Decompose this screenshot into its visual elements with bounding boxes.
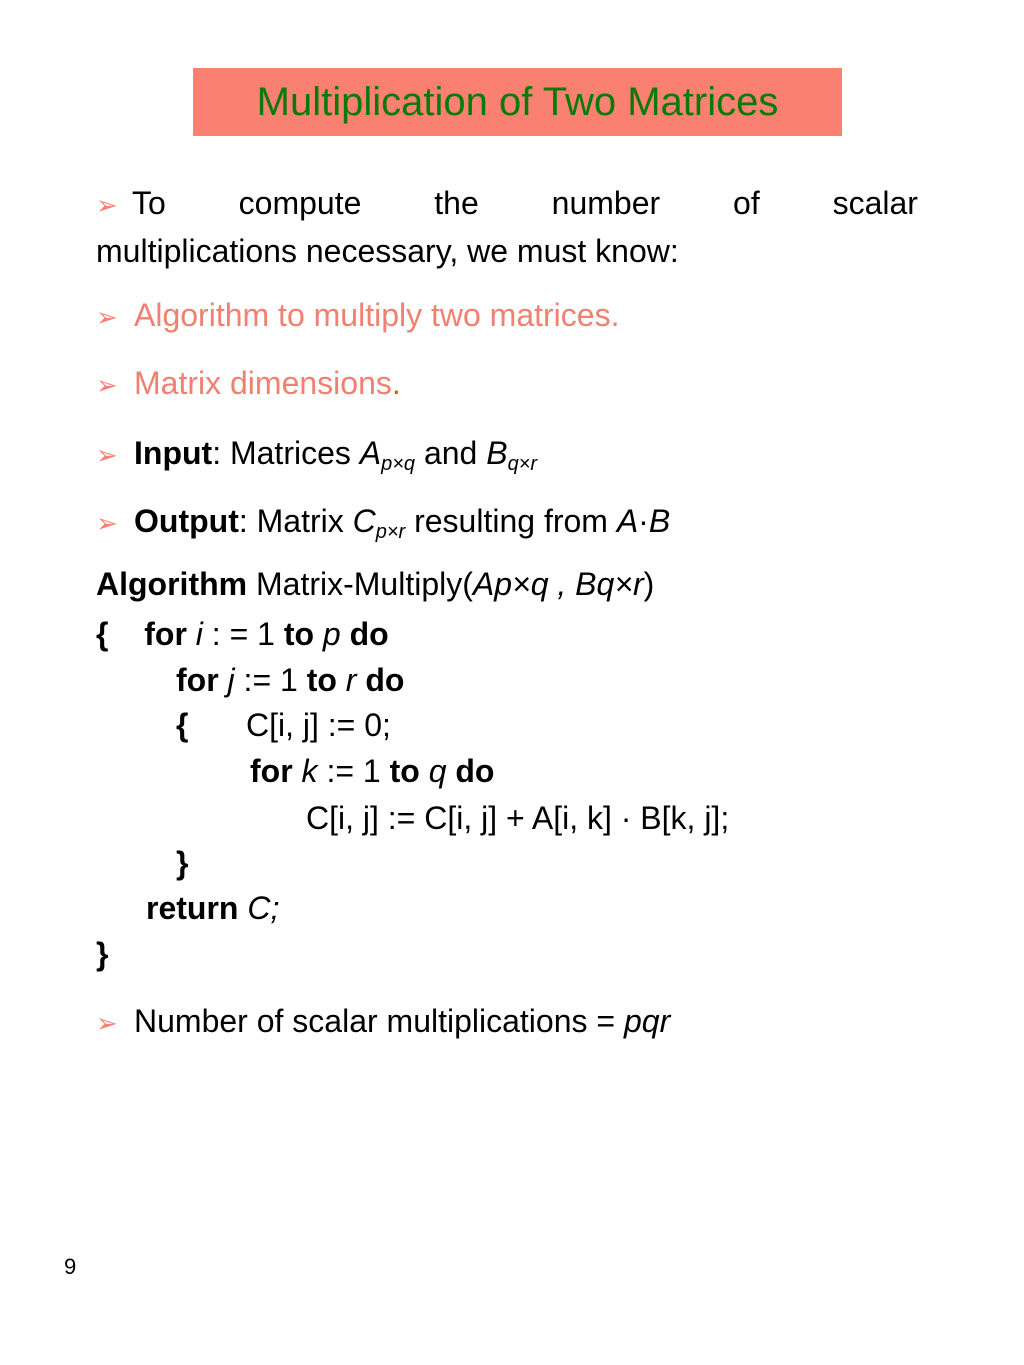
keyword-for: for [250, 753, 293, 789]
intro-word: compute [238, 185, 362, 221]
bullet-dimensions [96, 360, 401, 408]
bullet-arrow-icon: ➢ [96, 508, 118, 538]
intro-word: the [434, 185, 479, 221]
bullet-arrow-icon: ➢ [96, 1008, 118, 1038]
code-line-3 [176, 705, 188, 745]
open-brace: { [96, 616, 109, 652]
matrix-c-dim: p×r [375, 521, 406, 543]
bullet-algorithm-text: Algorithm to multiply two matrices. [134, 297, 620, 333]
return-value: C; [247, 890, 280, 926]
keyword-do: do [365, 662, 405, 698]
close-brace: } [96, 936, 109, 972]
page-number: 9 [64, 1254, 77, 1279]
intro-word: number [551, 185, 661, 221]
matrix-a-dim: p×q [381, 453, 416, 475]
loop-bound: q [428, 753, 447, 789]
intro-line-2: multiplications necessary, we must know: [96, 233, 679, 269]
code-line-5 [306, 798, 729, 838]
init-statement: C[i, j] := 0; [246, 707, 391, 743]
intro-word: To [132, 185, 166, 221]
output-label: Output [134, 503, 239, 539]
input-label: Input [134, 435, 213, 471]
algorithm-params: Ap×q , Bq×r [472, 566, 644, 602]
keyword-to: to [389, 753, 420, 789]
matrix-b-dim: q×r [507, 453, 538, 475]
loop-assign: := 1 [317, 753, 390, 789]
keyword-for: for [176, 662, 219, 698]
close-brace: } [176, 845, 189, 881]
code-line-6 [176, 843, 188, 883]
keyword-return: return [146, 890, 239, 926]
output-resulting: resulting from [405, 503, 617, 539]
code-line-8 [96, 934, 108, 974]
code-line-3-expr [246, 705, 391, 745]
bullet-arrow-icon: ➢ [96, 440, 118, 470]
code-line-2 [176, 660, 404, 700]
keyword-for: for [144, 616, 187, 652]
keyword-to: to [306, 662, 337, 698]
keyword-do: do [455, 753, 495, 789]
input-and: and [415, 435, 487, 471]
bullet-dimensions-period: . [391, 365, 401, 401]
bullet-arrow-icon: ➢ [96, 190, 118, 220]
loop-assign: : = 1 [202, 616, 284, 652]
matrix-b: B [486, 435, 508, 471]
bullet-algorithm [96, 292, 619, 340]
code-line-7 [146, 888, 279, 928]
input-text: : Matrices [212, 435, 360, 471]
intro-word: of [733, 185, 760, 221]
matrix-c: C [352, 503, 376, 539]
bullet-output [96, 498, 670, 555]
product-dot: · [638, 503, 649, 539]
product-a: A [616, 503, 639, 539]
intro-paragraph [96, 180, 918, 274]
bullet-count [96, 998, 670, 1046]
keyword-do: do [349, 616, 389, 652]
algorithm-close: ) [643, 566, 655, 602]
matrix-a: A [359, 435, 382, 471]
bullet-input [96, 430, 537, 487]
intro-word: scalar [832, 185, 918, 221]
loop-var: k [301, 753, 318, 789]
algorithm-header [96, 566, 654, 603]
loop-var: i [195, 616, 203, 652]
loop-assign: := 1 [234, 662, 307, 698]
loop-bound: r [345, 662, 357, 698]
bullet-dimensions-text: Matrix dimensions [134, 365, 392, 401]
bullet-arrow-icon: ➢ [96, 302, 118, 332]
code-line-4 [250, 751, 494, 791]
count-value: pqr [623, 1003, 671, 1039]
product-b: B [648, 503, 671, 539]
bullet-arrow-icon: ➢ [96, 370, 118, 400]
loop-var: j [227, 662, 235, 698]
open-brace: { [176, 707, 189, 743]
slide-title: Multiplication of Two Matrices [256, 79, 779, 124]
update-statement: C[i, j] := C[i, j] + A[i, k] · B[k, j]; [306, 800, 730, 836]
algorithm-name: Matrix-Multiply( [255, 566, 473, 602]
algorithm-keyword: Algorithm [96, 566, 248, 602]
loop-bound: p [322, 616, 341, 652]
keyword-to: to [283, 616, 315, 652]
output-text: : Matrix [238, 503, 353, 539]
count-text: Number of scalar multiplications = [134, 1003, 624, 1039]
slide-title-box [193, 68, 842, 136]
code-line-1 [96, 614, 389, 654]
